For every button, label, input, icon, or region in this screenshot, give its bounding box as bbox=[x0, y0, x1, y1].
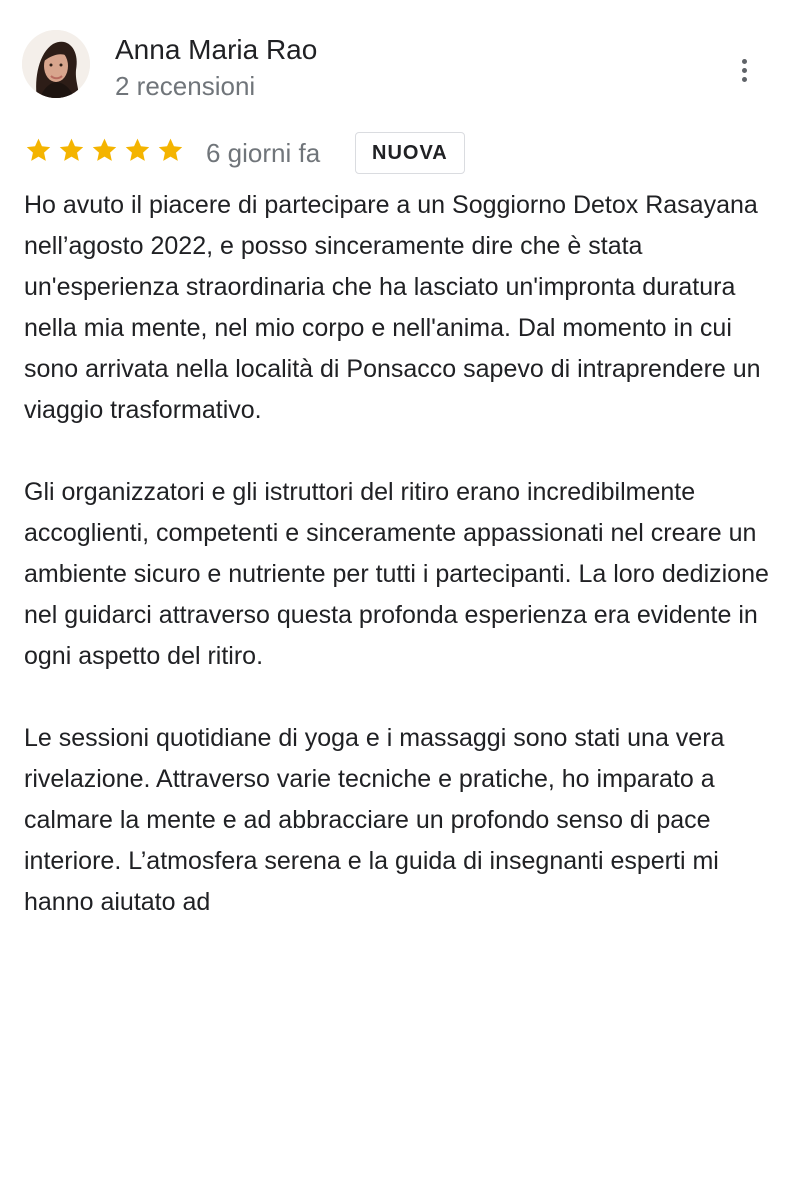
new-badge: NUOVA bbox=[355, 132, 465, 174]
star-icon bbox=[123, 136, 152, 165]
author-name[interactable]: Anna Maria Rao bbox=[115, 34, 318, 65]
more-dot bbox=[742, 68, 747, 73]
more-vert-icon[interactable] bbox=[730, 52, 758, 88]
review-paragraph: Ho avuto il piacere di partecipare a un Soggiorno Detox Rasayana nell’agosto 2022, e posso sinceramente dire che è stata un'esperienza straordinaria che ha lasciato un'impronta duratura nella mia mente, nel mio corpo e nell'anima. Dal momento in cui sono arrivata nella località di Ponsacco sapevo di intraprendere un viaggio trasformativo. bbox=[24, 191, 761, 424]
review-text bbox=[24, 185, 784, 923]
star-icon bbox=[57, 136, 86, 165]
star-icon bbox=[24, 136, 53, 165]
more-dot bbox=[742, 59, 747, 64]
review-paragraph: Le sessioni quotidiane di yoga e i massaggi sono stati una vera rivelazione. Attraverso varie tecniche e pratiche, ho imparato a calmare la mente e ad abbracciare un profondo senso di pace interiore. L’atmosfera serena e la guida di insegnanti esperti mi hanno aiutato ad bbox=[24, 724, 725, 916]
star-icon bbox=[90, 136, 119, 165]
review-date: 6 giorni fa bbox=[206, 138, 321, 168]
review-header bbox=[22, 30, 782, 106]
star-rating bbox=[24, 136, 185, 172]
avatar-image bbox=[22, 30, 90, 98]
review-paragraph: Gli organizzatori e gli istruttori del ritiro erano incredibilmente accoglienti, competenti e sinceramente appassionati nel creare un ambiente sicuro e nutriente per tutti i partecipanti. La loro dedizione nel guidarci attraverso questa profonda esperienza era evidente in ogni aspetto del ritiro. bbox=[24, 478, 769, 670]
more-dot bbox=[742, 77, 747, 82]
author-review-count[interactable]: 2 recensioni bbox=[115, 71, 256, 101]
avatar[interactable] bbox=[22, 30, 90, 98]
review-meta bbox=[24, 132, 784, 178]
star-icon bbox=[156, 136, 185, 165]
